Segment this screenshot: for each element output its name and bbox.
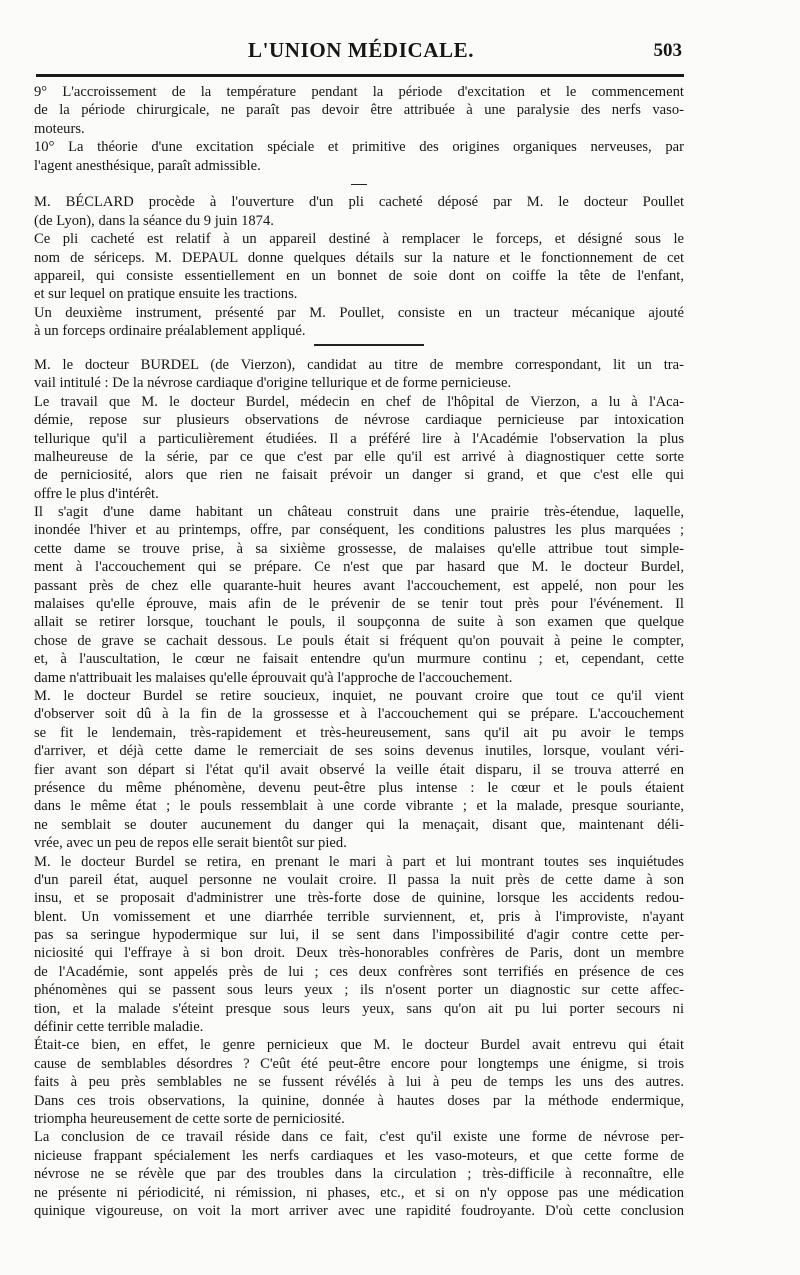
text-line: Ce pli cacheté est relatif à un appareil destiné à remplacer le forceps, et désigné sous le bbox=[34, 231, 684, 248]
text-line: M. le docteur Burdel se retira, en prenant le mari à part et lui montrant toutes ses inquiétudes bbox=[34, 853, 684, 870]
text-line: d'un pareil état, auquel personne ne voulait croire. Il passa la nuit près de cette dame à son bbox=[34, 871, 684, 888]
text-line: ne présente ni périodicité, ni rémission, ni phases, etc., et si on n'y oppose pas une médication bbox=[34, 1184, 684, 1201]
text-line: M. BÉCLARD procède à l'ouverture d'un pli cacheté déposé par M. le docteur Poullet bbox=[34, 194, 684, 211]
text-line: M. le docteur Burdel se retire soucieux, inquiet, ne pouvant croire que tout ce qu'il vient bbox=[34, 688, 684, 704]
text-line: vail intitulé : De la névrose cardiaque d'origine tellurique et de forme pernicieuse. bbox=[34, 375, 512, 392]
text-line: insu, et se proposait d'administrer une très-forte dose de quinine, lorsque les accidents redou- bbox=[34, 890, 684, 907]
text-line: définir cette terrible maladie. bbox=[34, 1019, 204, 1036]
text-line: 9° L'accroissement de la température pendant la période d'excitation et le commencement bbox=[34, 84, 684, 100]
text-line: et sur lequel on pratique ensuite les tractions. bbox=[34, 286, 298, 303]
text-line: de la période chirurgicale, ne paraît pas devoir être attribuée à une paralysie des nerfs vaso- bbox=[34, 102, 684, 119]
text-line: malaises qu'elle éprouve, mais afin de le prévenir de se tenir tout près pour l'événement. Il bbox=[34, 596, 684, 613]
text-line: dans le même état ; le pouls ressemblait à une corde vibrante ; et la malade, presque souriante, bbox=[34, 798, 684, 815]
text-line: ment à l'accouchement qui se prépare. Ce n'est que par hasard que M. le docteur Burdel, bbox=[34, 559, 684, 576]
text-line: Était-ce bien, en effet, le genre pernicieux que M. le docteur Burdel avait entrevu qui était bbox=[34, 1037, 684, 1054]
text-line: présence du même phénomène, devenu peut-être plus intense : le cœur et le pouls étaient bbox=[34, 779, 684, 796]
text-line: de l'Académie, sont appelés près de lui ; ces deux confrères sont terrifiés en présence de ces bbox=[34, 963, 684, 980]
text-line: fier avant son départ si l'état qu'il avait observé la veille était disparu, il se trouva atterré en bbox=[34, 761, 684, 778]
text-line: (de Lyon), dans la séance du 9 juin 1874. bbox=[34, 212, 274, 229]
text-line: dame n'attribuait les malaises qu'elle éprouvait qu'à l'approche de l'accouchement. bbox=[34, 669, 513, 686]
section-separator bbox=[34, 175, 684, 193]
text-line: phénomènes qui se passent sous leurs yeux ; ils n'osent porter un diagnostic sur cette affec- bbox=[34, 982, 684, 999]
text-line: tion, et la malade s'éteint presque sous leurs yeux, sans qu'on ait pu lui porter secours ni bbox=[34, 1000, 684, 1017]
text-line: appareil, qui consiste essentiellement en un bonnet de soie dont on coiffe la tête de l'enfant, bbox=[34, 267, 684, 284]
text-line: niciosité qui l'effraye à si bon droit. Deux très-honorables confrères de Paris, dont un membre bbox=[34, 945, 684, 962]
text-line: inondée l'hiver et au printemps, offre, par conséquent, les conditions palustres les plus marquées ; bbox=[34, 522, 684, 539]
text-line: démie, repose sur plusieurs observations de névrose cardiaque pernicieuse par intoxication bbox=[34, 412, 684, 429]
text-line: Dans ces trois observations, la quinine, donnée à hautes doses par la méthode endermique, bbox=[34, 1092, 684, 1109]
text-line: d'arriver, et déjà cette dame le remerciait de ses soins devenus inutiles, lorsque, voulant véri- bbox=[34, 743, 684, 760]
text-line: d'observer soit dû à la fin de la grossesse et à l'accouchement qui se prépare. L'accouchement bbox=[34, 706, 684, 723]
text-line: triompha heureusement de cette sorte de perniciosité. bbox=[34, 1110, 345, 1127]
text-line: offre le plus d'intérêt. bbox=[34, 485, 159, 502]
page-header bbox=[38, 38, 682, 78]
text-line: 10° La théorie d'une excitation spéciale et primitive des origines organiques nerveuses, par bbox=[34, 139, 684, 156]
text-line: nom de sériceps. M. DEPAUL donne quelques détails sur la nature et le fonctionnement de cet bbox=[34, 249, 684, 266]
text-line: La conclusion de ce travail réside dans ce fait, c'est qu'il existe une forme de névrose per- bbox=[34, 1129, 684, 1146]
text-line: blent. Un vomissement et une diarrhée terrible surviennent, et, pris à l'improviste, n'ayant bbox=[34, 908, 684, 925]
text-line: moteurs. bbox=[34, 120, 85, 137]
text-line: à un forceps ordinaire préalablement appliqué. bbox=[34, 323, 306, 340]
text-line: passant près de chez elle quarante-huit heures avant l'accouchement, est appelé, non pour les bbox=[34, 577, 684, 594]
section-rule bbox=[314, 344, 424, 346]
text-line: et, à l'auscultation, le cœur ne faisait entendre qu'un murmure continu ; et, cependant, cette bbox=[34, 651, 684, 668]
text-line: se fit le lendemain, très-rapidement et très-heureusement, sans qu'il ait pu avoir le temps bbox=[34, 724, 684, 741]
text-line: quinique vigoureuse, on voit la mort arriver avec une rapidité foudroyante. D'où cette conclusion bbox=[34, 1202, 684, 1219]
text-line: cause de semblables désordres ? C'eût été peut-être encore pour longtemps une énigme, si trois bbox=[34, 1055, 684, 1072]
text-line: cette dame se trouve prise, à sa sixième grossesse, de malaises qu'elle attribue tout simple- bbox=[34, 540, 684, 557]
text-line: pas sa seringue hypodermique sur lui, il se sent dans l'impossibilité d'agir contre cette per- bbox=[34, 927, 684, 944]
running-title: L'UNION MÉDICALE. bbox=[248, 38, 475, 62]
text-line: Un deuxième instrument, présenté par M. Poullet, consiste en un tracteur mécanique ajouté bbox=[34, 304, 684, 321]
text-line: tellurique qu'il a particulièrement étudiées. Il a préféré lire à l'Académie l'observation la plus bbox=[34, 430, 684, 447]
text-line: allait se retirer lorsque, touchant le pouls, il soupçonna de suite à son examen que quelque bbox=[34, 614, 684, 631]
text-line: chose de grave se cachait dessous. Le pouls était si fréquent qu'on pouvait à peine le compter, bbox=[34, 632, 684, 649]
text-line: vrée, avec un peu de repos elle serait bientôt sur pied. bbox=[34, 835, 347, 852]
text-line: névrose ne se révèle que par des troubles dans la circulation ; très-difficile à reconnaître, elle bbox=[34, 1166, 684, 1183]
text-line: ne semblait se douter aucunement du danger qui la menaçait, disant que, maintenant déli- bbox=[34, 816, 684, 833]
page-number: 503 bbox=[653, 40, 682, 61]
text-line: faits à peu près semblables ne se fussent révélés à lui à peu de temps les uns des autres. bbox=[34, 1074, 684, 1091]
text-line: Il s'agit d'une dame habitant un château construit dans une prairie très-étendue, laquelle, bbox=[34, 504, 684, 521]
text-line: de perniciosité, alors que rien ne faisait prévoir un danger si grand, et que c'est elle qui bbox=[34, 467, 684, 484]
text-line: M. le docteur BURDEL (de Vierzon), candidat au titre de membre correspondant, lit un tra- bbox=[34, 356, 684, 373]
article-body bbox=[34, 83, 684, 1220]
text-line: malheureuse de la série, par ce que c'est par elle qu'il est arrivé à diagnostiquer cette sorte bbox=[34, 448, 684, 465]
text-line: Le travail que M. le docteur Burdel, médecin en chef de l'hôpital de Vierzon, a lu à l'Aca- bbox=[34, 393, 684, 410]
text-line: nicieuse frappant spécialement les nerfs cardiaques et les vaso-moteurs, et que cette forme de bbox=[34, 1147, 684, 1164]
header-rule bbox=[36, 74, 684, 77]
text-line: l'agent anesthésique, paraît admissible. bbox=[34, 157, 261, 174]
